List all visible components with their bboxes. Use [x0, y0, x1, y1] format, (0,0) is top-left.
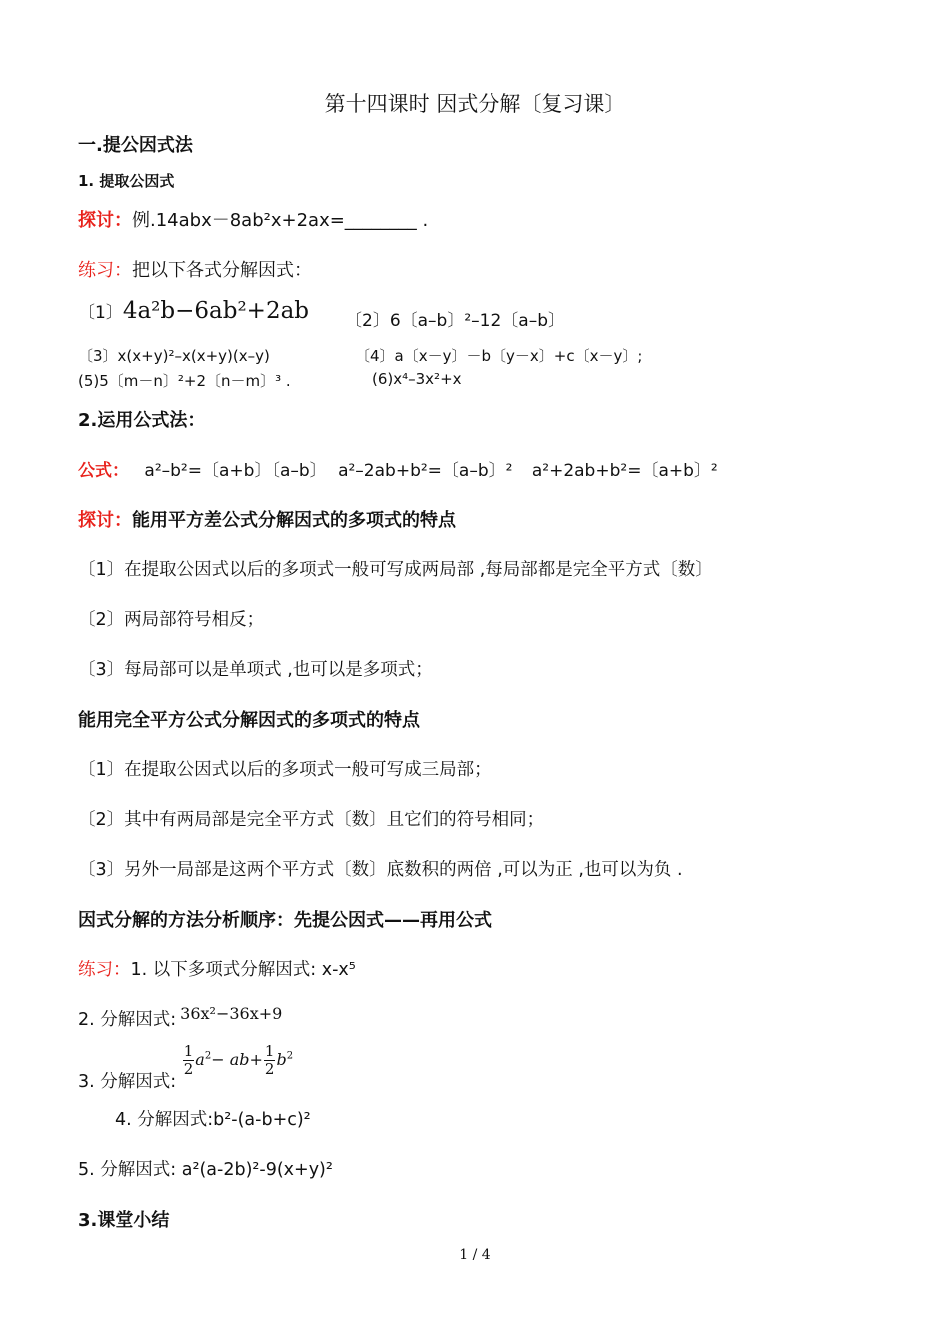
section-heading-2: 2.运用公式法： [78, 410, 206, 431]
page-number: 1 / 4 [459, 1247, 491, 1263]
problem-4: 〔4〕a〔x－y〕－b〔y－x〕+c〔x－y〕; [355, 347, 643, 365]
practice2-label: 练习： [78, 960, 131, 980]
exercise-3-label: 3. 分解因式: [78, 1072, 177, 1092]
formula-square-plus: a²+2ab+b²=〔a+b〕² [531, 461, 718, 481]
sq-diff-point-2: 〔2〕两局部符号相反； [78, 610, 265, 630]
section-heading-3: 3.课堂小结 [78, 1210, 170, 1231]
formula-line [78, 456, 718, 481]
explore-line-2 [78, 506, 456, 532]
exercise-2 [78, 1006, 282, 1031]
section-heading-1: 一.提公因式法 [78, 135, 193, 156]
subsection-heading-1: 1. 提取公因式 [78, 172, 175, 190]
exercise-4: 4. 分解因式:b²-(a-b+c)² [115, 1110, 311, 1130]
practice-line-2 [78, 956, 356, 981]
fraction-half-1: $\frac{1}{2}$ [183, 1042, 194, 1078]
exercise-3-expr: $\frac{1}{2}$ $a^2- ab+$ $\frac{1}{2}$ $b^2$ [183, 1042, 294, 1078]
exercise-3 [78, 1042, 294, 1092]
method-order: 因式分解的方法分析顺序：先提公因式——再用公式 [78, 910, 492, 931]
exercise-1: 1. 以下多项式分解因式: x-x⁵ [130, 960, 356, 980]
practice-text: 把以下各式分解因式： [132, 260, 312, 281]
explore-label: 探讨： [78, 210, 132, 231]
practice-line-1 [78, 256, 312, 282]
problem-3: 〔3〕x(x+y)²–x(x+y)(x–y) [78, 347, 270, 365]
explore2-text: 能用平方差公式分解因式的多项式的特点 [132, 510, 456, 531]
explore-text: 例.14abx－8ab²x+2ax=________ . [132, 210, 429, 231]
sq-diff-point-3: 〔3〕每局部可以是单项式 ,也可以是多项式； [78, 660, 433, 680]
formula-square-minus: a²–2ab+b²=〔a–b〕² [338, 461, 513, 481]
fraction-half-2: $\frac{1}{2}$ [264, 1042, 275, 1078]
exercise-2-label: 2. 分解因式: [78, 1010, 177, 1030]
sq-diff-point-1: 〔1〕在提取公因式以后的多项式一般可写成两局部 ,每局部都是完全平方式〔数〕 [78, 560, 713, 580]
explore-line-1 [78, 206, 428, 232]
problem-6: (6)x⁴–3x²+x [372, 370, 462, 388]
practice-label: 练习： [78, 260, 132, 281]
perfect-point-2: 〔2〕其中有两局部是完全平方式〔数〕且它们的符号相同； [78, 810, 545, 830]
exercise-5: 5. 分解因式: a²(a-2b)²-9(x+y)² [78, 1160, 333, 1180]
problem-5: (5)5〔m－n〕²+2〔n－m〕³ . [78, 372, 291, 390]
formula-diff-squares: a²–b²=〔a+b〕〔a–b〕 [144, 461, 327, 481]
formula-label: 公式： [78, 461, 129, 481]
explore2-label: 探讨： [78, 510, 132, 531]
exercise-2-expr: 36x²−36x+9 [180, 1004, 283, 1023]
page-title: 第十四课时 因式分解〔复习课〕 [324, 92, 626, 116]
problem-2: 〔2〕6〔a–b〕²–12〔a–b〕 [345, 311, 565, 331]
perfect-point-1: 〔1〕在提取公因式以后的多项式一般可写成三局部； [78, 760, 492, 780]
problem-1 [78, 298, 309, 324]
problem-1-expr: 4a²b−6ab²+2ab [122, 298, 310, 324]
perfect-square-heading: 能用完全平方公式分解因式的多项式的特点 [78, 710, 420, 731]
perfect-point-3: 〔3〕另外一局部是这两个平方式〔数〕底数积的两倍 ,可以为正 ,也可以为负 . [78, 860, 683, 880]
problem-1-label: 〔1〕 [78, 303, 123, 323]
